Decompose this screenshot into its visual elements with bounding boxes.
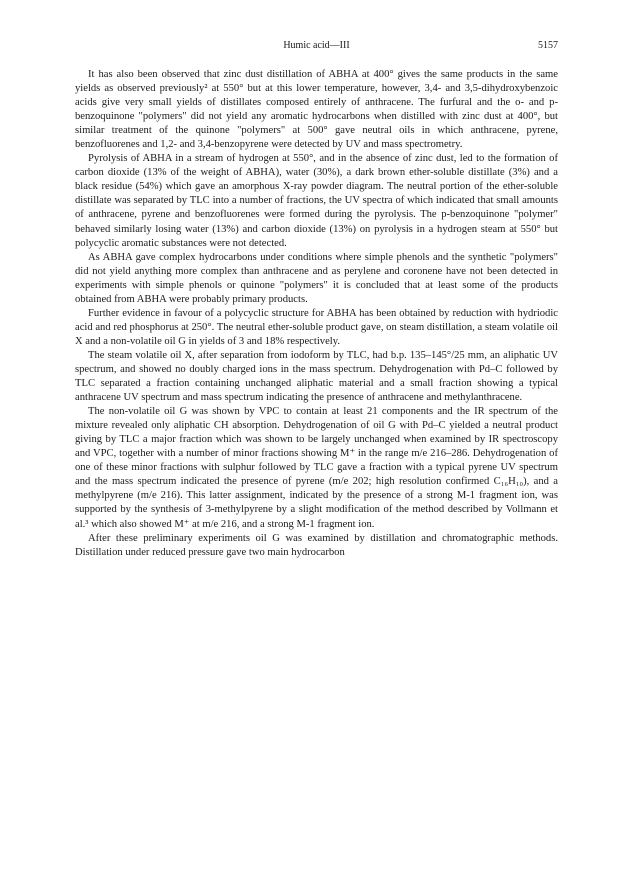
- page-header: [75, 40, 558, 68]
- paragraph: After these preliminary experiments oil G was examined by distillation and chromatographic methods. Distillation under reduced pressure gave two main hydrocarbon: [75, 532, 558, 558]
- paragraph: It has also been observed that zinc dust distillation of ABHA at 400° gives the same products in the same yields as observed previously² at 550° but at this lower temperature, however, 3,4- and 3,5-dihydroxybenzoic acids give very small yields of distillates composed entirely of anthracene. The furfural and the o- and p-benzoquinone "polymers" did not yield any aromatic hydrocarbons when distilled with zinc dust at 400°, but similar treatment of the quinone "polymers" at 500° gave neutral oils in which anthracene, pyrene, benzofluorenes and 1,2- and 3,4-benzopyrene were detected by UV and mass spectrometry.: [75, 69, 558, 151]
- paragraph: The non-volatile oil G was shown by VPC to contain at least 21 components and the IR spectrum of the mixture revealed only aliphatic CH absorption. Dehydrogenation of oil G with Pd–C yielded a neutral product giving by TLC a major fraction which was shown to be largely unchanged when examined by IR spectroscopy and VPC, together with a number of minor fractions showing M⁺ in the range m/e 216–286. Dehydrogenation of one of these minor fractions with sulphur followed by TLC gave a fraction with a typical pyrene UV spectrum and the mass spectrum indicated the presence of pyrene (m/e 202; high resolution confirmed C₁₆H₁₀), and a methylpyrene (m/e 216). This latter assignment, indicated by the presence of a strong M-1 fragment ion, was supported by the synthesis of 3-methylpyrene by a slight modification of the method described by Vollmann et al.³ which also showed M⁺ at m/e 216, and a strong M-1 fragment ion.: [75, 406, 558, 530]
- paragraph: Pyrolysis of ABHA in a stream of hydrogen at 550°, and in the absence of zinc dust, led to the formation of carbon dioxide (13% of the weight of ABHA), water (30%), a dark brown ether-soluble distillate (3%) and a black residue (54%) which gave an amorphous X-ray powder diagram. The neutral portion of the ether-soluble distillate was separated by TLC into a number of fractions, the UV spectra of which indicated that small amounts of anthracene, pyrene and benzofluorenes were formed during the pyrolysis. The p-benzoquinone "polymer" behaved similarly losing water (13%) and carbon dioxide (13%) on pyrolysis in a hydrogen steam at 550° but polycyclic aromatic substances were not detected.: [75, 153, 558, 249]
- paragraph: The steam volatile oil X, after separation from iodoform by TLC, had b.p. 135–145°/25 mm, an aliphatic UV spectrum, and showed no doubly charged ions in the mass spectrum. Dehydrogenation with Pd–C followed by TLC separated a fraction containing unchanged aliphatic material and a small fraction showing a typical anthracene UV spectrum and mass spectrum indicating the presence of anthracene and methylanthracene.: [75, 349, 558, 404]
- paragraph: Further evidence in favour of a polycyclic structure for ABHA has been obtained by reduction with hydriodic acid and red phosphorus at 250°. The neutral ether-soluble product gave, on steam distillation, a steam volatile oil X and a non-volatile oil G in yields of 3 and 18% respectively.: [75, 307, 558, 347]
- running-title: Humic acid—III: [283, 40, 350, 51]
- page-number: 5157: [538, 40, 558, 51]
- body-text: [75, 68, 558, 560]
- paragraph: As ABHA gave complex hydrocarbons under conditions where simple phenols and the synthetic "polymers" did not yield anything more complex than anthracene and as perylene and coronene have not been detected in experiments with simple phenols or quinone "polymers" it is concluded that at least some of the products obtained from ABHA were probably primary products.: [75, 251, 558, 305]
- journal-page: [75, 40, 558, 560]
